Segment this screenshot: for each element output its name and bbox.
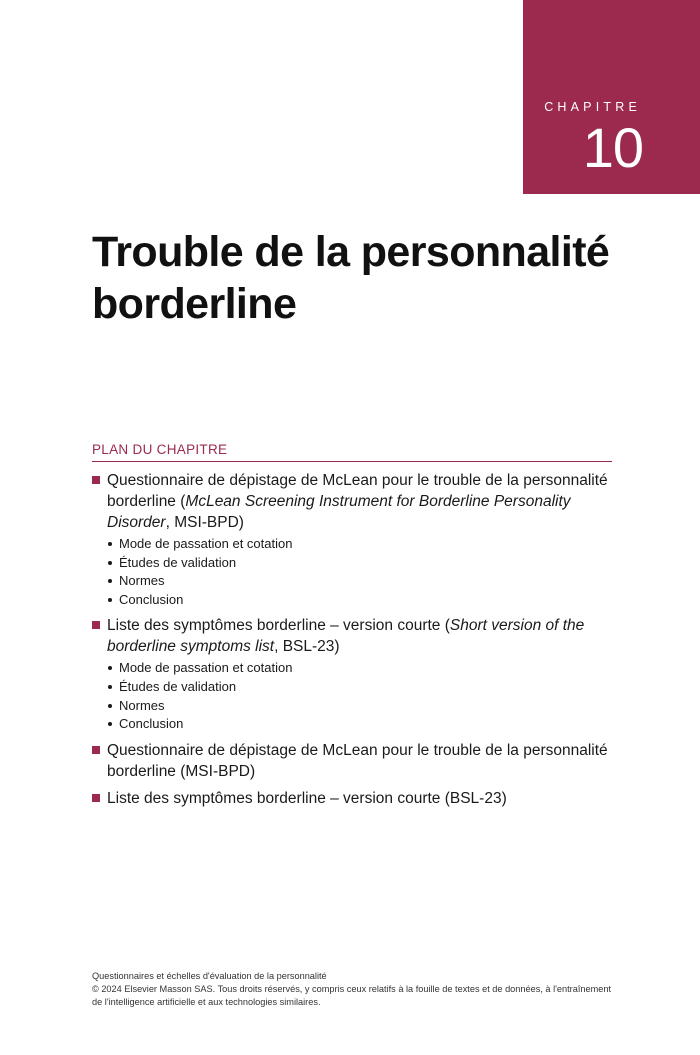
plan-section	[92, 470, 622, 609]
plan-section-title	[107, 615, 622, 657]
chapter-banner	[523, 0, 700, 194]
section-title-suffix: , MSI-BPD)	[165, 514, 244, 531]
subsection-label: Normes	[119, 573, 165, 589]
subsection-item	[107, 535, 622, 554]
plan-section	[92, 740, 622, 782]
plan-section-title	[107, 740, 622, 782]
subsection-item	[107, 572, 622, 591]
subsection-list	[107, 535, 622, 609]
bullet-dot-icon	[108, 579, 112, 583]
subsection-label: Conclusion	[119, 591, 184, 607]
subsection-item	[107, 678, 622, 697]
chapter-plan-list	[92, 470, 622, 815]
section-title-text: Questionnaire de dépistage de McLean pour le trouble de la personnalité borderline (	[107, 472, 608, 510]
bullet-dot-icon	[108, 561, 112, 565]
subsection-label: Mode de passation et cotation	[119, 660, 293, 676]
chapter-number: 10	[582, 116, 643, 179]
subsection-label: Études de validation	[119, 678, 237, 694]
plan-header: PLAN DU CHAPITRE	[92, 442, 612, 462]
subsection-label: Normes	[119, 697, 165, 713]
chapter-title: Trouble de la personnalité borderline	[92, 228, 610, 328]
section-title-text: Questionnaire de dépistage de McLean pour le trouble de la personnalité borderline (MSI-BPD)	[107, 741, 608, 780]
section-title-text: Liste des symptômes borderline – version courte (BSL-23)	[107, 789, 507, 807]
square-bullet-icon	[92, 794, 100, 802]
plan-section	[92, 788, 622, 809]
bullet-dot-icon	[108, 598, 112, 602]
subsection-item	[107, 554, 622, 573]
subsection-item	[107, 715, 622, 734]
section-title-suffix: , BSL-23)	[274, 638, 340, 656]
section-title-text: Liste des symptômes borderline – version courte (	[107, 617, 450, 635]
subsection-item	[107, 659, 622, 678]
section-title-italic: Short version of the borderline symptoms list	[107, 617, 585, 656]
plan-section	[92, 615, 622, 733]
footer-copyright: © 2024 Elsevier Masson SAS. Tous droits réservés, y compris ceux relatifs à la fouille de textes et de données, à l'entraînement de l'intelligence artificielle et aux technologies similaires.	[92, 984, 612, 1007]
plan-section-title	[107, 788, 622, 809]
subsection-item	[107, 697, 622, 716]
bullet-dot-icon	[108, 666, 112, 670]
bullet-dot-icon	[108, 542, 112, 546]
bullet-dot-icon	[108, 722, 112, 726]
subsection-label: Conclusion	[119, 716, 184, 732]
square-bullet-icon	[92, 746, 100, 754]
subsection-list	[107, 659, 622, 733]
subsection-label: Études de validation	[119, 554, 237, 570]
bullet-dot-icon	[108, 704, 112, 708]
plan-section-title	[107, 470, 622, 533]
section-title-italic: McLean Screening Instrument for Borderline Personality Disorder	[107, 493, 571, 531]
chapter-label: CHAPITRE	[544, 100, 641, 114]
subsection-label: Mode de passation et cotation	[119, 536, 293, 551]
subsection-item	[107, 591, 622, 610]
square-bullet-icon	[92, 476, 100, 484]
footer-book-title: Questionnaires et échelles d'évaluation de la personnalité	[92, 971, 327, 981]
page-footer	[92, 970, 622, 1009]
square-bullet-icon	[92, 621, 100, 629]
bullet-dot-icon	[108, 685, 112, 689]
